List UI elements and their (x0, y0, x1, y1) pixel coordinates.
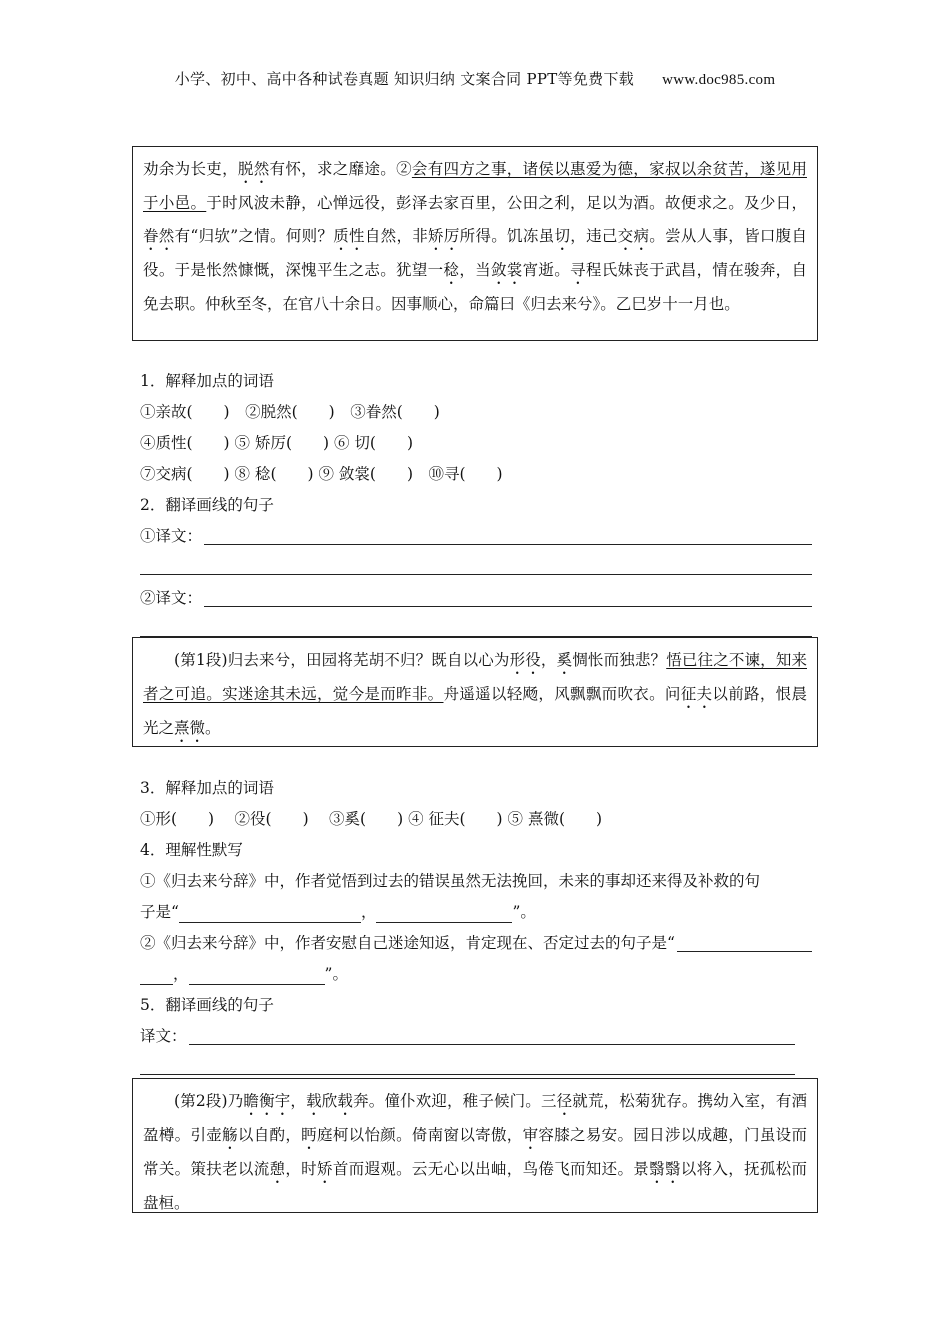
question-row: ①亲故( ) ②脱然( ) ③眷然( ) (140, 403, 440, 421)
dotted-word: 奚 (556, 651, 573, 669)
text-run: 首而遐观。云无心以出岫，鸟倦飞而知还。景 (332, 1160, 650, 1178)
passage-text (143, 1085, 807, 1220)
dotted-word: 载 (337, 1092, 354, 1110)
answer-label: ②译文： (140, 589, 203, 607)
dotted-word: 审 (522, 1126, 539, 1144)
text-run: 于时风波未静，心惮远役，彭泽去家百里，公田之利，足以为酒。故便求之。及少日， (206, 194, 807, 212)
underlined-sentence: 会有四方之事，诸侯以惠爱为德，家叔以余贫苦，遂见用于小邑。 (143, 160, 807, 212)
question-title: 2．翻译画线的句子 (140, 496, 274, 514)
text-run: 惆怅而独悲？ (572, 651, 667, 669)
header-text: 小学、初中、高中各种试卷真题 知识归纳 文案合同 PPT等免费下载 (174, 70, 635, 88)
dotted-word: 形 (509, 651, 526, 669)
dotted-word: 熹微 (174, 719, 206, 737)
answer-line[interactable] (140, 1021, 795, 1052)
dotted-word: 役 (525, 651, 541, 669)
text-run: ， (540, 651, 557, 669)
text-run: ”。 (512, 903, 536, 921)
underlined-sentence: 悟已往之不谏，知来者之可追。实迷途其未远，觉今是而昨非。 (143, 651, 807, 703)
question-title: 4．理解性默写 (140, 841, 243, 859)
text-run: (第1段)归去来兮，田园将芜胡不归？既自以心为 (174, 651, 510, 669)
question-title: 3．解释加点的词语 (140, 779, 274, 797)
question-row: ①《归去来兮辞》中，作者觉悟到过去的错误虽然无法挽回，未来的事却还来得及补救的句 (140, 872, 761, 890)
dotted-word: 征夫 (680, 685, 713, 703)
dotted-word: 敛裳 (490, 261, 523, 279)
text-run: 容膝之易安。园日涉以成趣，门虽设而常关。策扶老以流 (143, 1126, 807, 1178)
passage-box-paragraph-1 (132, 637, 818, 747)
answer-line[interactable] (140, 614, 812, 637)
text-run: ”。 (324, 965, 348, 983)
text-run: 以前路，恨晨光之 (143, 685, 807, 737)
questions-1-2 (140, 366, 812, 645)
passage-text (143, 153, 807, 321)
text-run: 有怀，求之靡途。② (269, 160, 412, 178)
answer-label: ①译文： (140, 527, 203, 545)
question-row: ①形( ) ②役( ) ③奚( ) ④ 征夫( ) ⑤ 熹微( ) (140, 810, 603, 828)
text-run: 以将入，抚孤松而盘桓。 (143, 1160, 807, 1212)
dotted-word: 交病 (617, 227, 650, 245)
questions-3-5 (140, 773, 812, 1083)
text-run: (第2段)乃 (174, 1092, 244, 1110)
text-run: 自然，非 (364, 227, 429, 245)
dotted-word: 径 (556, 1092, 573, 1110)
question-row (140, 897, 812, 928)
dotted-word: 眄 (301, 1126, 317, 1144)
answer-label: 译文： (140, 1027, 187, 1045)
text-run: ，时 (285, 1160, 317, 1178)
answer-blank[interactable] (189, 1044, 795, 1045)
text-run: ， (360, 903, 377, 921)
text-run: 所得。饥冻虽 (459, 227, 555, 245)
passage-box-preface (132, 146, 818, 341)
question-row (140, 928, 812, 959)
text-run: 程氏妹丧于武昌，情在骏奔，自免去职。仲秋至冬，在官八十余日。因事顺心，命篇曰《归去来兮》。乙巳岁十一月也。 (143, 261, 807, 313)
dotted-word: 载 (306, 1092, 322, 1110)
answer-blank[interactable] (204, 606, 812, 607)
text-run: 劝余为长吏， (143, 160, 238, 178)
fill-blank[interactable] (140, 964, 173, 985)
answer-line[interactable] (140, 1052, 795, 1075)
fill-blank[interactable] (376, 902, 512, 923)
text-run: 宵逝。 (522, 261, 571, 279)
text-run: 。 (205, 719, 221, 737)
dotted-word: 寻 (570, 261, 586, 279)
fill-blank[interactable] (189, 964, 325, 985)
question-row: ④质性( ) ⑤ 矫厉( ) ⑥ 切( ) (140, 434, 413, 452)
answer-blank[interactable] (204, 544, 812, 545)
answer-line[interactable] (140, 583, 812, 614)
text-run: 子是“ (140, 903, 179, 921)
text-run: ，当 (459, 261, 491, 279)
dotted-word: 憩 (269, 1160, 286, 1178)
dotted-word: 眷然 (143, 227, 175, 245)
dotted-word: 切 (554, 227, 571, 245)
question-title: 1．解释加点的词语 (140, 372, 274, 390)
text-run: ， (290, 1092, 307, 1110)
text-run: ②《归去来兮辞》中，作者安慰自己迷途知返，肯定现在、否定过去的句子是“ (140, 934, 675, 952)
dotted-word: 质性 (333, 227, 365, 245)
fill-blank[interactable] (179, 902, 361, 923)
dotted-word: 稔 (443, 261, 460, 279)
question-title: 5．翻译画线的句子 (140, 996, 274, 1014)
dotted-word: 矫厉 (428, 227, 460, 245)
dotted-word: 瞻衡宇 (243, 1092, 291, 1110)
passage-text (143, 644, 807, 746)
text-run: 庭柯以怡颜。倚南窗以寄傲， (317, 1126, 523, 1144)
text-run: 欣 (321, 1092, 338, 1110)
passage-box-paragraph-2 (132, 1078, 818, 1213)
answer-line[interactable] (140, 521, 812, 552)
text-run: 有“归欤”之情。何则？ (174, 227, 334, 245)
dotted-word: 脱然 (237, 160, 270, 178)
text-run: 舟遥遥以轻飏，风飘飘而吹衣。问 (443, 685, 681, 703)
text-run: ， (173, 965, 189, 983)
answer-line[interactable] (140, 552, 812, 575)
dotted-word: 觞 (222, 1126, 238, 1144)
question-row: ⑦交病( ) ⑧ 稔( ) ⑨ 敛裳( ) ⑩寻( ) (140, 465, 503, 483)
text-run: 以自酌， (237, 1126, 302, 1144)
text-run: 奔。僮仆欢迎，稚子候门。三 (353, 1092, 557, 1110)
text-run: ，违己 (570, 227, 618, 245)
dotted-word: 翳翳 (649, 1160, 681, 1178)
page-header (0, 68, 950, 89)
question-row (140, 959, 812, 990)
dotted-word: 矫 (317, 1160, 333, 1178)
fill-blank[interactable] (677, 951, 812, 952)
header-site: www.doc985.com (662, 72, 776, 88)
text-run: 。尝从人事，皆口腹自役。于是怅然慷慨，深愧平生之志。犹望一 (143, 227, 807, 279)
text-run: 就荒，松菊犹存。携幼入室，有酒盈樽。引壶 (143, 1092, 807, 1144)
